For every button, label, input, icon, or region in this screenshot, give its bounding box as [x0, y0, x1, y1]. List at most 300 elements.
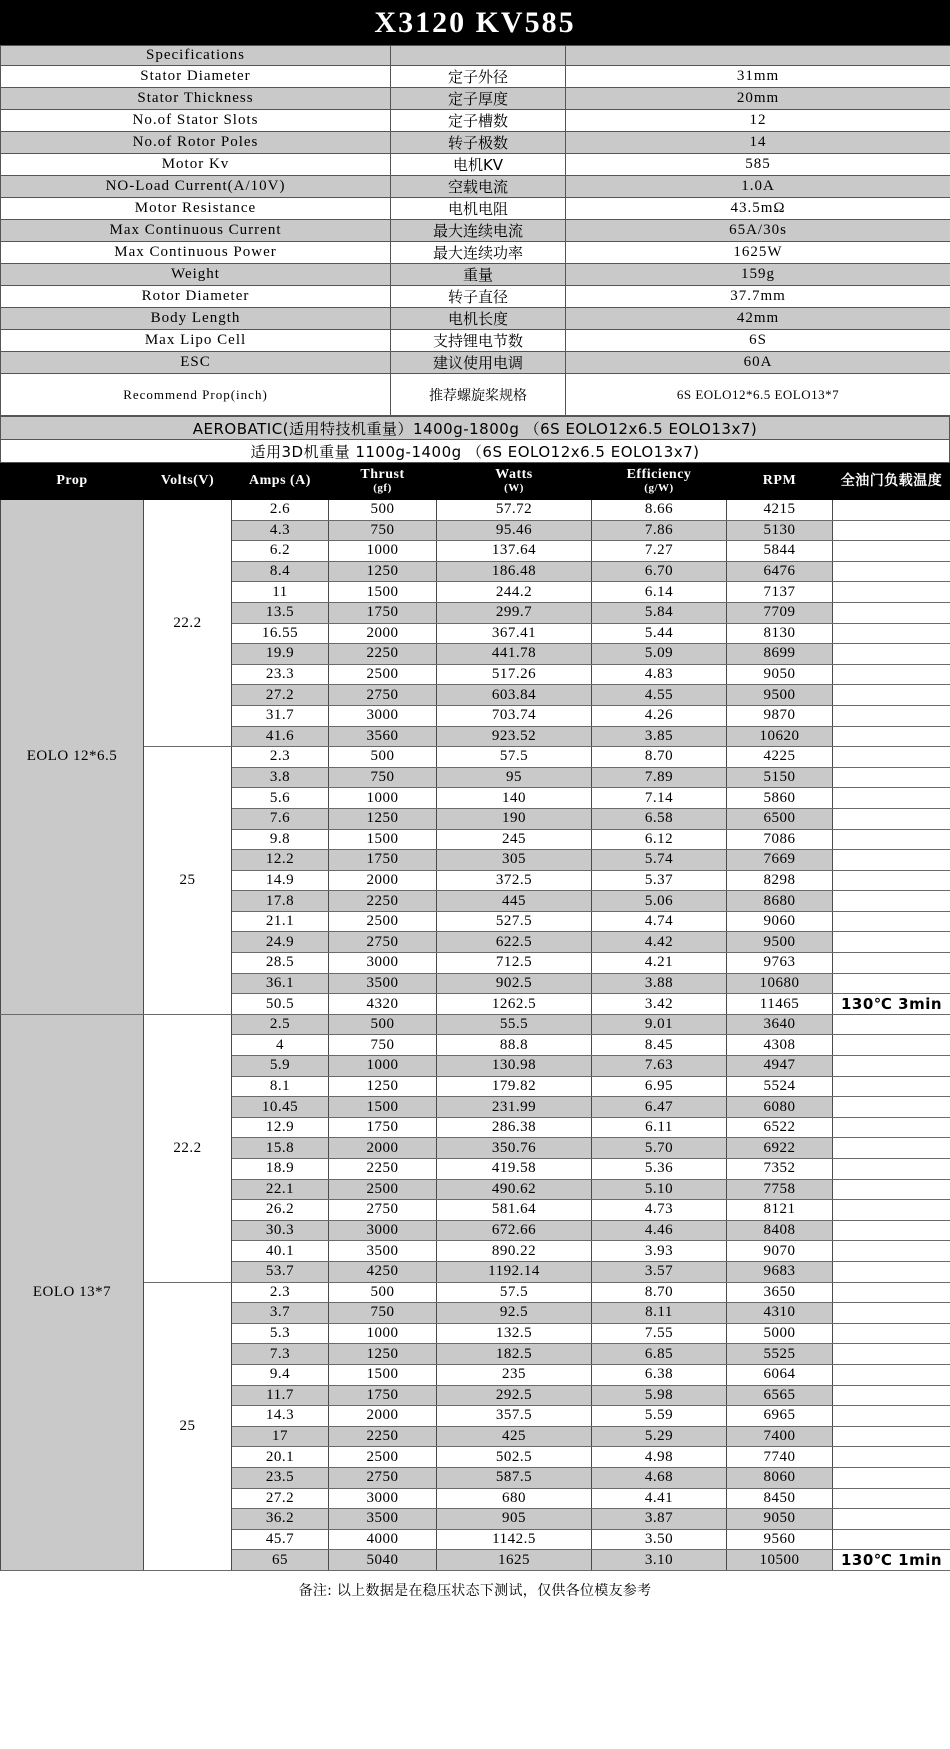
watts-cell: 137.64 [437, 541, 592, 562]
spec-row [1, 242, 950, 264]
watts-cell: 622.5 [437, 932, 592, 953]
efficiency-cell: 4.74 [592, 911, 727, 932]
spec-label-cn: 转子极数 [391, 132, 566, 154]
amps-cell: 19.9 [232, 644, 329, 665]
spec-row [1, 88, 950, 110]
thrust-cell: 2750 [329, 1467, 437, 1488]
temperature-cell-empty [833, 788, 950, 809]
amps-cell: 31.7 [232, 705, 329, 726]
temperature-cell-empty [833, 500, 950, 521]
voltage-cell: 22.2 [144, 500, 232, 747]
thrust-cell: 4250 [329, 1261, 437, 1282]
rpm-cell: 6064 [727, 1364, 833, 1385]
header-watts [437, 464, 592, 500]
spec-label-en: Body Length [1, 308, 391, 330]
spec-value: 60A [566, 352, 950, 374]
spec-label-cn: 空载电流 [391, 176, 566, 198]
watts-cell: 680 [437, 1488, 592, 1509]
temperature-cell-empty [833, 1323, 950, 1344]
prop-name-cell: EOLO 13*7 [1, 1014, 144, 1570]
efficiency-cell: 6.85 [592, 1344, 727, 1365]
watts-cell: 182.5 [437, 1344, 592, 1365]
thrust-cell: 2500 [329, 1447, 437, 1468]
temperature-cell-empty [833, 850, 950, 871]
temperature-cell-empty [833, 1467, 950, 1488]
spec-value: 6S EOLO12*6.5 EOLO13*7 [566, 374, 950, 416]
thrust-cell: 2000 [329, 870, 437, 891]
efficiency-cell: 7.86 [592, 520, 727, 541]
thrust-cell: 2250 [329, 1426, 437, 1447]
rpm-cell: 6522 [727, 1117, 833, 1138]
thrust-cell: 1250 [329, 808, 437, 829]
efficiency-cell: 4.98 [592, 1447, 727, 1468]
amps-cell: 40.1 [232, 1241, 329, 1262]
thrust-cell: 1750 [329, 602, 437, 623]
amps-cell: 7.3 [232, 1344, 329, 1365]
watts-cell: 55.5 [437, 1014, 592, 1035]
spec-header-cn [391, 46, 566, 66]
rpm-cell: 8298 [727, 870, 833, 891]
efficiency-cell: 3.57 [592, 1261, 727, 1282]
column-label: Efficiency [626, 467, 692, 483]
column-label: Thrust [360, 467, 405, 483]
temperature-cell-empty [833, 561, 950, 582]
efficiency-cell: 5.70 [592, 1138, 727, 1159]
header-volts [144, 464, 232, 500]
amps-cell: 53.7 [232, 1261, 329, 1282]
temperature-cell-empty [833, 1056, 950, 1077]
efficiency-cell: 5.29 [592, 1426, 727, 1447]
performance-data-table [0, 463, 950, 1571]
efficiency-cell: 3.42 [592, 994, 727, 1015]
temperature-cell-empty [833, 1282, 950, 1303]
thrust-cell: 2250 [329, 1159, 437, 1180]
thrust-cell: 2500 [329, 911, 437, 932]
temperature-cell-empty [833, 1385, 950, 1406]
column-sublabel: (gf) [373, 482, 392, 495]
watts-cell: 130.98 [437, 1056, 592, 1077]
efficiency-cell: 4.68 [592, 1467, 727, 1488]
spec-label-cn: 支持锂电节数 [391, 330, 566, 352]
temperature-cell-empty [833, 520, 950, 541]
thrust-cell: 500 [329, 747, 437, 768]
spec-row [1, 132, 950, 154]
rpm-cell: 6080 [727, 1097, 833, 1118]
rpm-cell: 9683 [727, 1261, 833, 1282]
rpm-cell: 7709 [727, 602, 833, 623]
rpm-cell: 8121 [727, 1200, 833, 1221]
rpm-cell: 9870 [727, 705, 833, 726]
amps-cell: 4 [232, 1035, 329, 1056]
amps-cell: 2.5 [232, 1014, 329, 1035]
amps-cell: 10.45 [232, 1097, 329, 1118]
spec-row [1, 308, 950, 330]
amps-cell: 2.3 [232, 747, 329, 768]
temperature-cell-empty [833, 602, 950, 623]
spec-row [1, 374, 950, 416]
header-efficiency [592, 464, 727, 500]
efficiency-cell: 4.41 [592, 1488, 727, 1509]
amps-cell: 14.3 [232, 1406, 329, 1427]
rpm-cell: 6565 [727, 1385, 833, 1406]
column-label: Prop [56, 473, 88, 489]
temperature-cell-empty [833, 1261, 950, 1282]
watts-cell: 587.5 [437, 1467, 592, 1488]
spec-label-en: Max Lipo Cell [1, 330, 391, 352]
spec-row [1, 66, 950, 88]
rpm-cell: 3640 [727, 1014, 833, 1035]
thrust-cell: 3000 [329, 953, 437, 974]
thrust-cell: 1500 [329, 1097, 437, 1118]
spec-label-cn: 推荐螺旋桨规格 [391, 374, 566, 416]
rpm-cell: 9500 [727, 685, 833, 706]
thrust-cell: 1000 [329, 1323, 437, 1344]
thrust-cell: 3000 [329, 705, 437, 726]
temperature-cell-empty [833, 1117, 950, 1138]
amps-cell: 24.9 [232, 932, 329, 953]
spec-value: 6S [566, 330, 950, 352]
efficiency-cell: 7.27 [592, 541, 727, 562]
temperature-cell-empty [833, 1529, 950, 1550]
temperature-cell-empty [833, 1097, 950, 1118]
rpm-cell: 6476 [727, 561, 833, 582]
spec-row [1, 352, 950, 374]
thrust-cell: 750 [329, 1303, 437, 1324]
watts-cell: 235 [437, 1364, 592, 1385]
thrust-cell: 750 [329, 520, 437, 541]
thrust-cell: 750 [329, 767, 437, 788]
efficiency-cell: 8.66 [592, 500, 727, 521]
temperature-cell-empty [833, 953, 950, 974]
watts-cell: 603.84 [437, 685, 592, 706]
efficiency-cell: 5.10 [592, 1179, 727, 1200]
thrust-cell: 2750 [329, 932, 437, 953]
thrust-cell: 3000 [329, 1220, 437, 1241]
temperature-cell-empty [833, 808, 950, 829]
thrust-cell: 4320 [329, 994, 437, 1015]
efficiency-cell: 4.55 [592, 685, 727, 706]
watts-cell: 132.5 [437, 1323, 592, 1344]
temperature-cell-empty [833, 1406, 950, 1427]
watts-cell: 140 [437, 788, 592, 809]
thrust-cell: 2500 [329, 664, 437, 685]
watts-cell: 1142.5 [437, 1529, 592, 1550]
thrust-cell: 1000 [329, 1056, 437, 1077]
rpm-cell: 4310 [727, 1303, 833, 1324]
watts-cell: 292.5 [437, 1385, 592, 1406]
amps-cell: 20.1 [232, 1447, 329, 1468]
thrust-cell: 750 [329, 1035, 437, 1056]
watts-cell: 244.2 [437, 582, 592, 603]
temperature-cell-empty [833, 891, 950, 912]
efficiency-cell: 4.83 [592, 664, 727, 685]
watts-cell: 299.7 [437, 602, 592, 623]
efficiency-cell: 5.09 [592, 644, 727, 665]
rpm-cell: 6500 [727, 808, 833, 829]
watts-cell: 95 [437, 767, 592, 788]
amps-cell: 7.6 [232, 808, 329, 829]
spec-label-en: No.of Rotor Poles [1, 132, 391, 154]
column-label: Amps (A) [249, 473, 311, 489]
page-title: X3120 KV585 [0, 0, 950, 45]
spec-row [1, 154, 950, 176]
rpm-cell: 5844 [727, 541, 833, 562]
watts-cell: 1262.5 [437, 994, 592, 1015]
watts-cell: 88.8 [437, 1035, 592, 1056]
header-thrust [329, 464, 437, 500]
amps-cell: 27.2 [232, 1488, 329, 1509]
data-table-header-row [1, 464, 950, 500]
thrust-cell: 4000 [329, 1529, 437, 1550]
efficiency-cell: 3.87 [592, 1509, 727, 1530]
watts-cell: 703.74 [437, 705, 592, 726]
temperature-cell-empty [833, 1344, 950, 1365]
rpm-cell: 7758 [727, 1179, 833, 1200]
efficiency-cell: 8.45 [592, 1035, 727, 1056]
temperature-cell-empty [833, 541, 950, 562]
spec-label-en: ESC [1, 352, 391, 374]
specifications-table [0, 45, 950, 416]
spec-label-en: No.of Stator Slots [1, 110, 391, 132]
voltage-cell: 22.2 [144, 1014, 232, 1282]
watts-cell: 672.66 [437, 1220, 592, 1241]
watts-cell: 441.78 [437, 644, 592, 665]
watts-cell: 357.5 [437, 1406, 592, 1427]
temperature-cell-empty [833, 973, 950, 994]
rpm-cell: 8060 [727, 1467, 833, 1488]
amps-cell: 18.9 [232, 1159, 329, 1180]
efficiency-cell: 4.73 [592, 1200, 727, 1221]
watts-cell: 95.46 [437, 520, 592, 541]
efficiency-cell: 5.44 [592, 623, 727, 644]
amps-cell: 5.3 [232, 1323, 329, 1344]
thrust-cell: 1250 [329, 561, 437, 582]
spec-row [1, 198, 950, 220]
rpm-cell: 4215 [727, 500, 833, 521]
watts-cell: 245 [437, 829, 592, 850]
spec-label-cn: 最大连续功率 [391, 242, 566, 264]
efficiency-cell: 6.14 [592, 582, 727, 603]
watts-cell: 57.5 [437, 1282, 592, 1303]
spec-value: 14 [566, 132, 950, 154]
rpm-cell: 9050 [727, 664, 833, 685]
thrust-cell: 1000 [329, 788, 437, 809]
rpm-cell: 11465 [727, 994, 833, 1015]
watts-cell: 890.22 [437, 1241, 592, 1262]
thrust-cell: 500 [329, 500, 437, 521]
spec-row [1, 330, 950, 352]
rpm-cell: 10620 [727, 726, 833, 747]
watts-cell: 305 [437, 850, 592, 871]
thrust-cell: 3500 [329, 1509, 437, 1530]
efficiency-cell: 4.26 [592, 705, 727, 726]
spec-label-en: Rotor Diameter [1, 286, 391, 308]
rpm-cell: 4225 [727, 747, 833, 768]
amps-cell: 26.2 [232, 1200, 329, 1221]
amps-cell: 36.1 [232, 973, 329, 994]
spec-label-en: NO-Load Current(A/10V) [1, 176, 391, 198]
efficiency-cell: 5.74 [592, 850, 727, 871]
watts-cell: 905 [437, 1509, 592, 1530]
thrust-cell: 1250 [329, 1344, 437, 1365]
efficiency-cell: 3.88 [592, 973, 727, 994]
spec-value: 1625W [566, 242, 950, 264]
amps-cell: 36.2 [232, 1509, 329, 1530]
amps-cell: 27.2 [232, 685, 329, 706]
watts-cell: 527.5 [437, 911, 592, 932]
thrust-cell: 3500 [329, 973, 437, 994]
spec-value: 159g [566, 264, 950, 286]
efficiency-cell: 5.98 [592, 1385, 727, 1406]
efficiency-cell: 8.70 [592, 747, 727, 768]
spec-label-en: Weight [1, 264, 391, 286]
efficiency-cell: 5.06 [592, 891, 727, 912]
amps-cell: 17.8 [232, 891, 329, 912]
thrust-cell: 500 [329, 1282, 437, 1303]
thrust-cell: 2750 [329, 685, 437, 706]
thrust-cell: 1500 [329, 829, 437, 850]
voltage-cell: 25 [144, 747, 232, 1015]
rpm-cell: 5525 [727, 1344, 833, 1365]
temperature-cell-empty [833, 1200, 950, 1221]
amps-cell: 9.8 [232, 829, 329, 850]
rpm-cell: 8130 [727, 623, 833, 644]
watts-cell: 581.64 [437, 1200, 592, 1221]
thrust-cell: 1750 [329, 850, 437, 871]
amps-cell: 12.2 [232, 850, 329, 871]
amps-cell: 22.1 [232, 1179, 329, 1200]
spec-label-cn: 定子厚度 [391, 88, 566, 110]
thrust-cell: 2000 [329, 1406, 437, 1427]
efficiency-cell: 7.89 [592, 767, 727, 788]
efficiency-cell: 7.14 [592, 788, 727, 809]
spec-label-cn: 重量 [391, 264, 566, 286]
temperature-cell-empty [833, 1076, 950, 1097]
watts-cell: 1625 [437, 1550, 592, 1571]
thrust-cell: 1750 [329, 1117, 437, 1138]
watts-cell: 186.48 [437, 561, 592, 582]
spec-value: 585 [566, 154, 950, 176]
spec-value: 43.5mΩ [566, 198, 950, 220]
amps-cell: 14.9 [232, 870, 329, 891]
temperature-cell-empty [833, 685, 950, 706]
efficiency-cell: 5.84 [592, 602, 727, 623]
amps-cell: 11.7 [232, 1385, 329, 1406]
efficiency-cell: 5.59 [592, 1406, 727, 1427]
thrust-cell: 2750 [329, 1200, 437, 1221]
amps-cell: 15.8 [232, 1138, 329, 1159]
efficiency-cell: 7.55 [592, 1323, 727, 1344]
efficiency-cell: 5.37 [592, 870, 727, 891]
header-amps [232, 464, 329, 500]
thrust-cell: 500 [329, 1014, 437, 1035]
spec-label-cn: 最大连续电流 [391, 220, 566, 242]
spec-value: 1.0A [566, 176, 950, 198]
spec-section-label: Specifications [1, 46, 391, 66]
amps-cell: 11 [232, 582, 329, 603]
amps-cell: 5.6 [232, 788, 329, 809]
rpm-cell: 8680 [727, 891, 833, 912]
thrust-cell: 3560 [329, 726, 437, 747]
rpm-cell: 4308 [727, 1035, 833, 1056]
efficiency-cell: 6.38 [592, 1364, 727, 1385]
watts-cell: 92.5 [437, 1303, 592, 1324]
temperature-cell: 130℃ 1min [833, 1550, 950, 1571]
thrust-cell: 3500 [329, 1241, 437, 1262]
efficiency-cell: 6.70 [592, 561, 727, 582]
efficiency-cell: 3.10 [592, 1550, 727, 1571]
spec-label-cn: 转子直径 [391, 286, 566, 308]
thrust-cell: 1750 [329, 1385, 437, 1406]
temperature-cell-empty [833, 664, 950, 685]
amps-cell: 9.4 [232, 1364, 329, 1385]
temperature-cell-empty [833, 1447, 950, 1468]
efficiency-cell: 6.47 [592, 1097, 727, 1118]
watts-cell: 57.72 [437, 500, 592, 521]
watts-cell: 490.62 [437, 1179, 592, 1200]
header-temperature [833, 464, 950, 500]
column-sublabel: (g/W) [644, 482, 674, 495]
spec-label-en: Stator Diameter [1, 66, 391, 88]
rpm-cell: 9560 [727, 1529, 833, 1550]
table-row [1, 500, 950, 521]
table-row [1, 1282, 950, 1303]
watts-cell: 57.5 [437, 747, 592, 768]
spec-label-cn: 电机长度 [391, 308, 566, 330]
amps-cell: 4.3 [232, 520, 329, 541]
thrust-cell: 2000 [329, 623, 437, 644]
spec-row [1, 264, 950, 286]
watts-cell: 712.5 [437, 953, 592, 974]
rpm-cell: 5524 [727, 1076, 833, 1097]
amps-cell: 13.5 [232, 602, 329, 623]
temperature-cell-empty [833, 1159, 950, 1180]
footer-note: 备注: 以上数据是在稳压状态下测试，仅供各位模友参考 [0, 1571, 950, 1606]
rpm-cell: 4947 [727, 1056, 833, 1077]
amps-cell: 23.3 [232, 664, 329, 685]
efficiency-cell: 3.50 [592, 1529, 727, 1550]
spec-label-en: Max Continuous Power [1, 242, 391, 264]
rpm-cell: 5860 [727, 788, 833, 809]
spec-value: 42mm [566, 308, 950, 330]
amps-cell: 23.5 [232, 1467, 329, 1488]
rpm-cell: 9050 [727, 1509, 833, 1530]
rpm-cell: 3650 [727, 1282, 833, 1303]
efficiency-cell: 6.95 [592, 1076, 727, 1097]
amps-cell: 50.5 [232, 994, 329, 1015]
watts-cell: 350.76 [437, 1138, 592, 1159]
rpm-cell: 9500 [727, 932, 833, 953]
temperature-cell-empty [833, 644, 950, 665]
application-banner-text: 适用3D机重量 1100g-1400g （6S EOLO12x6.5 EOLO13x7) [1, 440, 950, 463]
spec-label-en: Stator Thickness [1, 88, 391, 110]
watts-cell: 419.58 [437, 1159, 592, 1180]
efficiency-cell: 6.58 [592, 808, 727, 829]
amps-cell: 8.1 [232, 1076, 329, 1097]
watts-cell: 367.41 [437, 623, 592, 644]
watts-cell: 231.99 [437, 1097, 592, 1118]
temperature-cell-empty [833, 829, 950, 850]
efficiency-cell: 6.12 [592, 829, 727, 850]
rpm-cell: 7400 [727, 1426, 833, 1447]
amps-cell: 41.6 [232, 726, 329, 747]
thrust-cell: 2250 [329, 891, 437, 912]
watts-cell: 902.5 [437, 973, 592, 994]
temperature-cell-empty [833, 1179, 950, 1200]
watts-cell: 372.5 [437, 870, 592, 891]
temperature-cell-empty [833, 1220, 950, 1241]
temperature-cell-empty [833, 1509, 950, 1530]
